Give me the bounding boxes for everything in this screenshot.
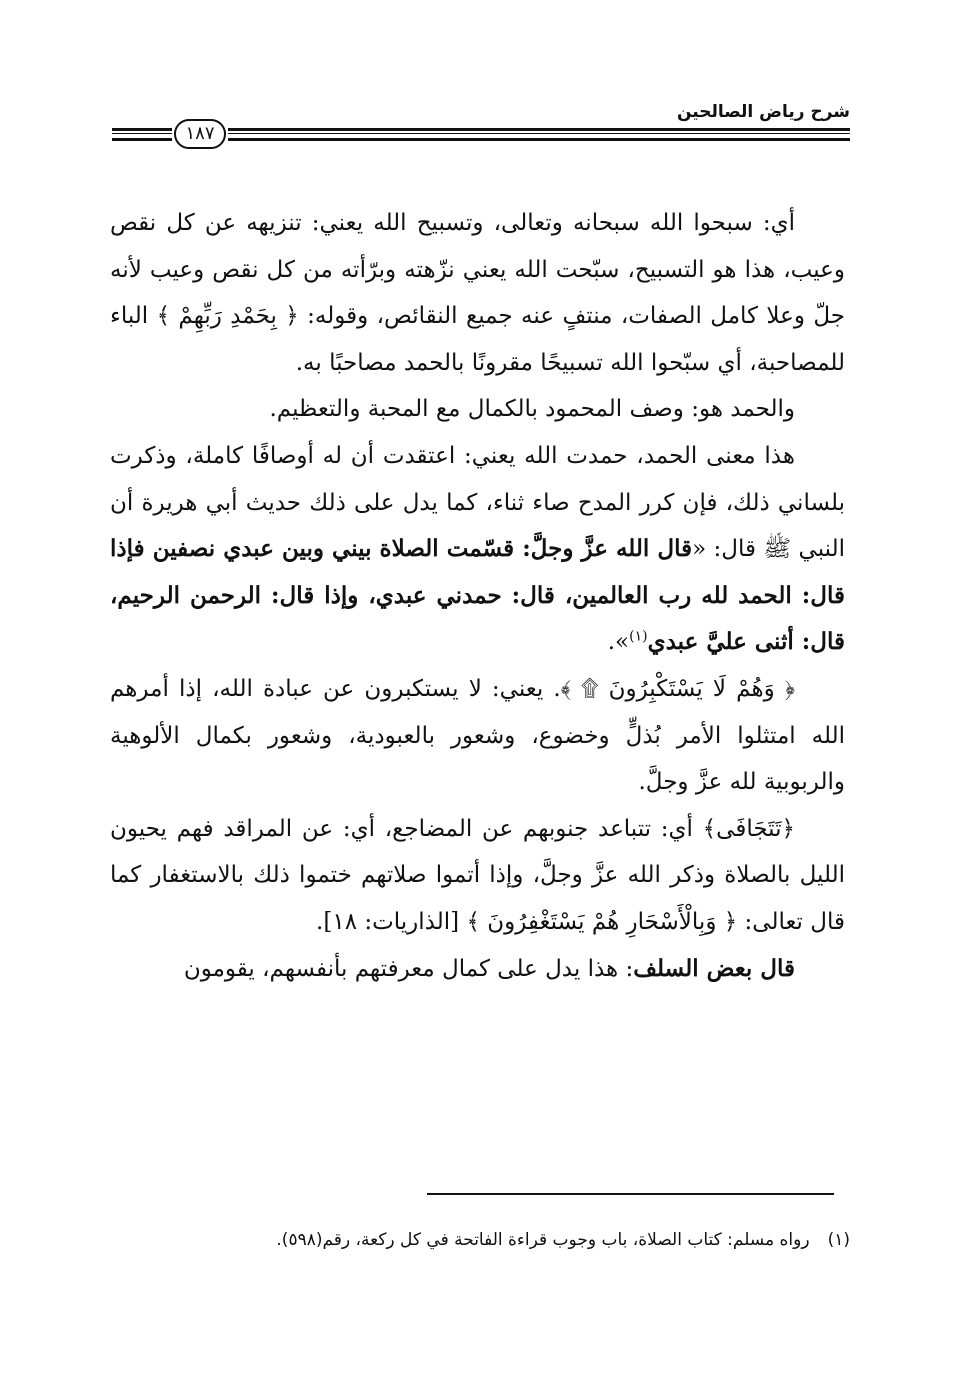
footnote [110,1226,850,1254]
hadith-text: قال الله عزَّ وجلَّ: قسّمت الصلاة بيني وبين عبدي نصفين فإذا قال: الحمد لله رب العالمين، قال: حمدني عبدي، وإذا قال: الرحمن الرحيم، قال: أثنى عليَّ عبدي [110,535,845,656]
header-rule-right [228,128,850,141]
paragraph-1 [110,200,845,386]
footnote-text: رواه مسلم: كتاب الصلاة، باب وجوب قراءة الفاتحة في كل ركعة، رقم(٥٩٨). [276,1230,810,1250]
quran-verse-la-yastakbirun: ﴿ وَهُمْ لَا يَسْتَكْبِرُونَ ۩ ﴾ [560,675,795,702]
paragraph-4 [110,666,845,806]
page-number: ١٨٧ [174,119,226,149]
main-text [110,200,845,992]
paragraph-6 [110,946,845,993]
quran-verse-bil-ashar: ﴿ وَبِالْأَسْحَارِ هُمْ يَسْتَغْفِرُونَ ﴾ [466,908,738,935]
paragraph-3-text-a: هذا معنى الحمد، حمدت الله يعني: اعتقدت أن له أوصافًا كاملة، وذكرت بلساني ذلك، فإن كرر المدح صاء ثناء، كما يدل على ذلك حديث أبي هريرة أن النبي ﷺ قال: « [110,442,845,563]
footnote-reference: (١) [629,628,648,645]
paragraph-6-text: : هذا يدل على كمال معرفتهم بأنفسهم، يقومون [183,955,634,982]
paragraph-5-text-b: [الذاريات: ١٨]. [316,908,467,935]
footnote-separator [427,1193,834,1195]
paragraph-4-text: . يعني: لا يستكبرون عن عبادة الله، إذا أمرهم الله امتثلوا الأمر بُذلٍّ وخضوع، وشعور بالعبودية، وشعور بكمال الألوهية والربوبية لله عزَّ وجلَّ. [110,675,845,796]
paragraph-6-label: قال بعض السلف [633,954,795,982]
paragraph-1-text-b: الباء للمصاحبة، أي سبّحوا الله تسبيحًا مقرونًا بالحمد مصاحبًا به. [110,303,845,376]
quran-word-tatajafa: ﴿تَتَجَافَى﴾ [702,815,795,842]
paragraph-1-text-a: أي: سبحوا الله سبحانه وتعالى، وتسبيح الله يعني: تنزيهه عن كل نقص وعيب، هذا هو التسبيح، سبّحت الله يعني نزّهته وبرّأته من كل نقص وعيب لأنه جلّ وعلا كامل الصفات، منتفٍ عنه جميع النقائص، وقوله: [110,210,845,330]
paragraph-3 [110,433,845,666]
paragraph-3-text-b: ». [607,629,630,656]
book-title: شرح رياض الصالحين [676,102,850,122]
quran-verse-bihamdi: ﴿ بِحَمْدِ رَبِّهِمْ ﴾ [156,303,299,330]
paragraph-5-text-a: أي: تتباعد جنوبهم عن المضاجع، أي: عن المراقد فهم يحيون الليل بالصلاة وذكر الله عزَّ وجلَّ، وإذا أتموا صلاتهم ختموا ذلك بالاستغفار كما قال تعالى: [110,815,845,935]
footnote-number: (١) [827,1230,850,1250]
header-rule-left [112,128,172,141]
paragraph-5 [110,806,845,946]
paragraph-2: والحمد هو: وصف المحمود بالكمال مع المحبة والتعظيم. [269,396,795,423]
page-header [112,100,850,160]
